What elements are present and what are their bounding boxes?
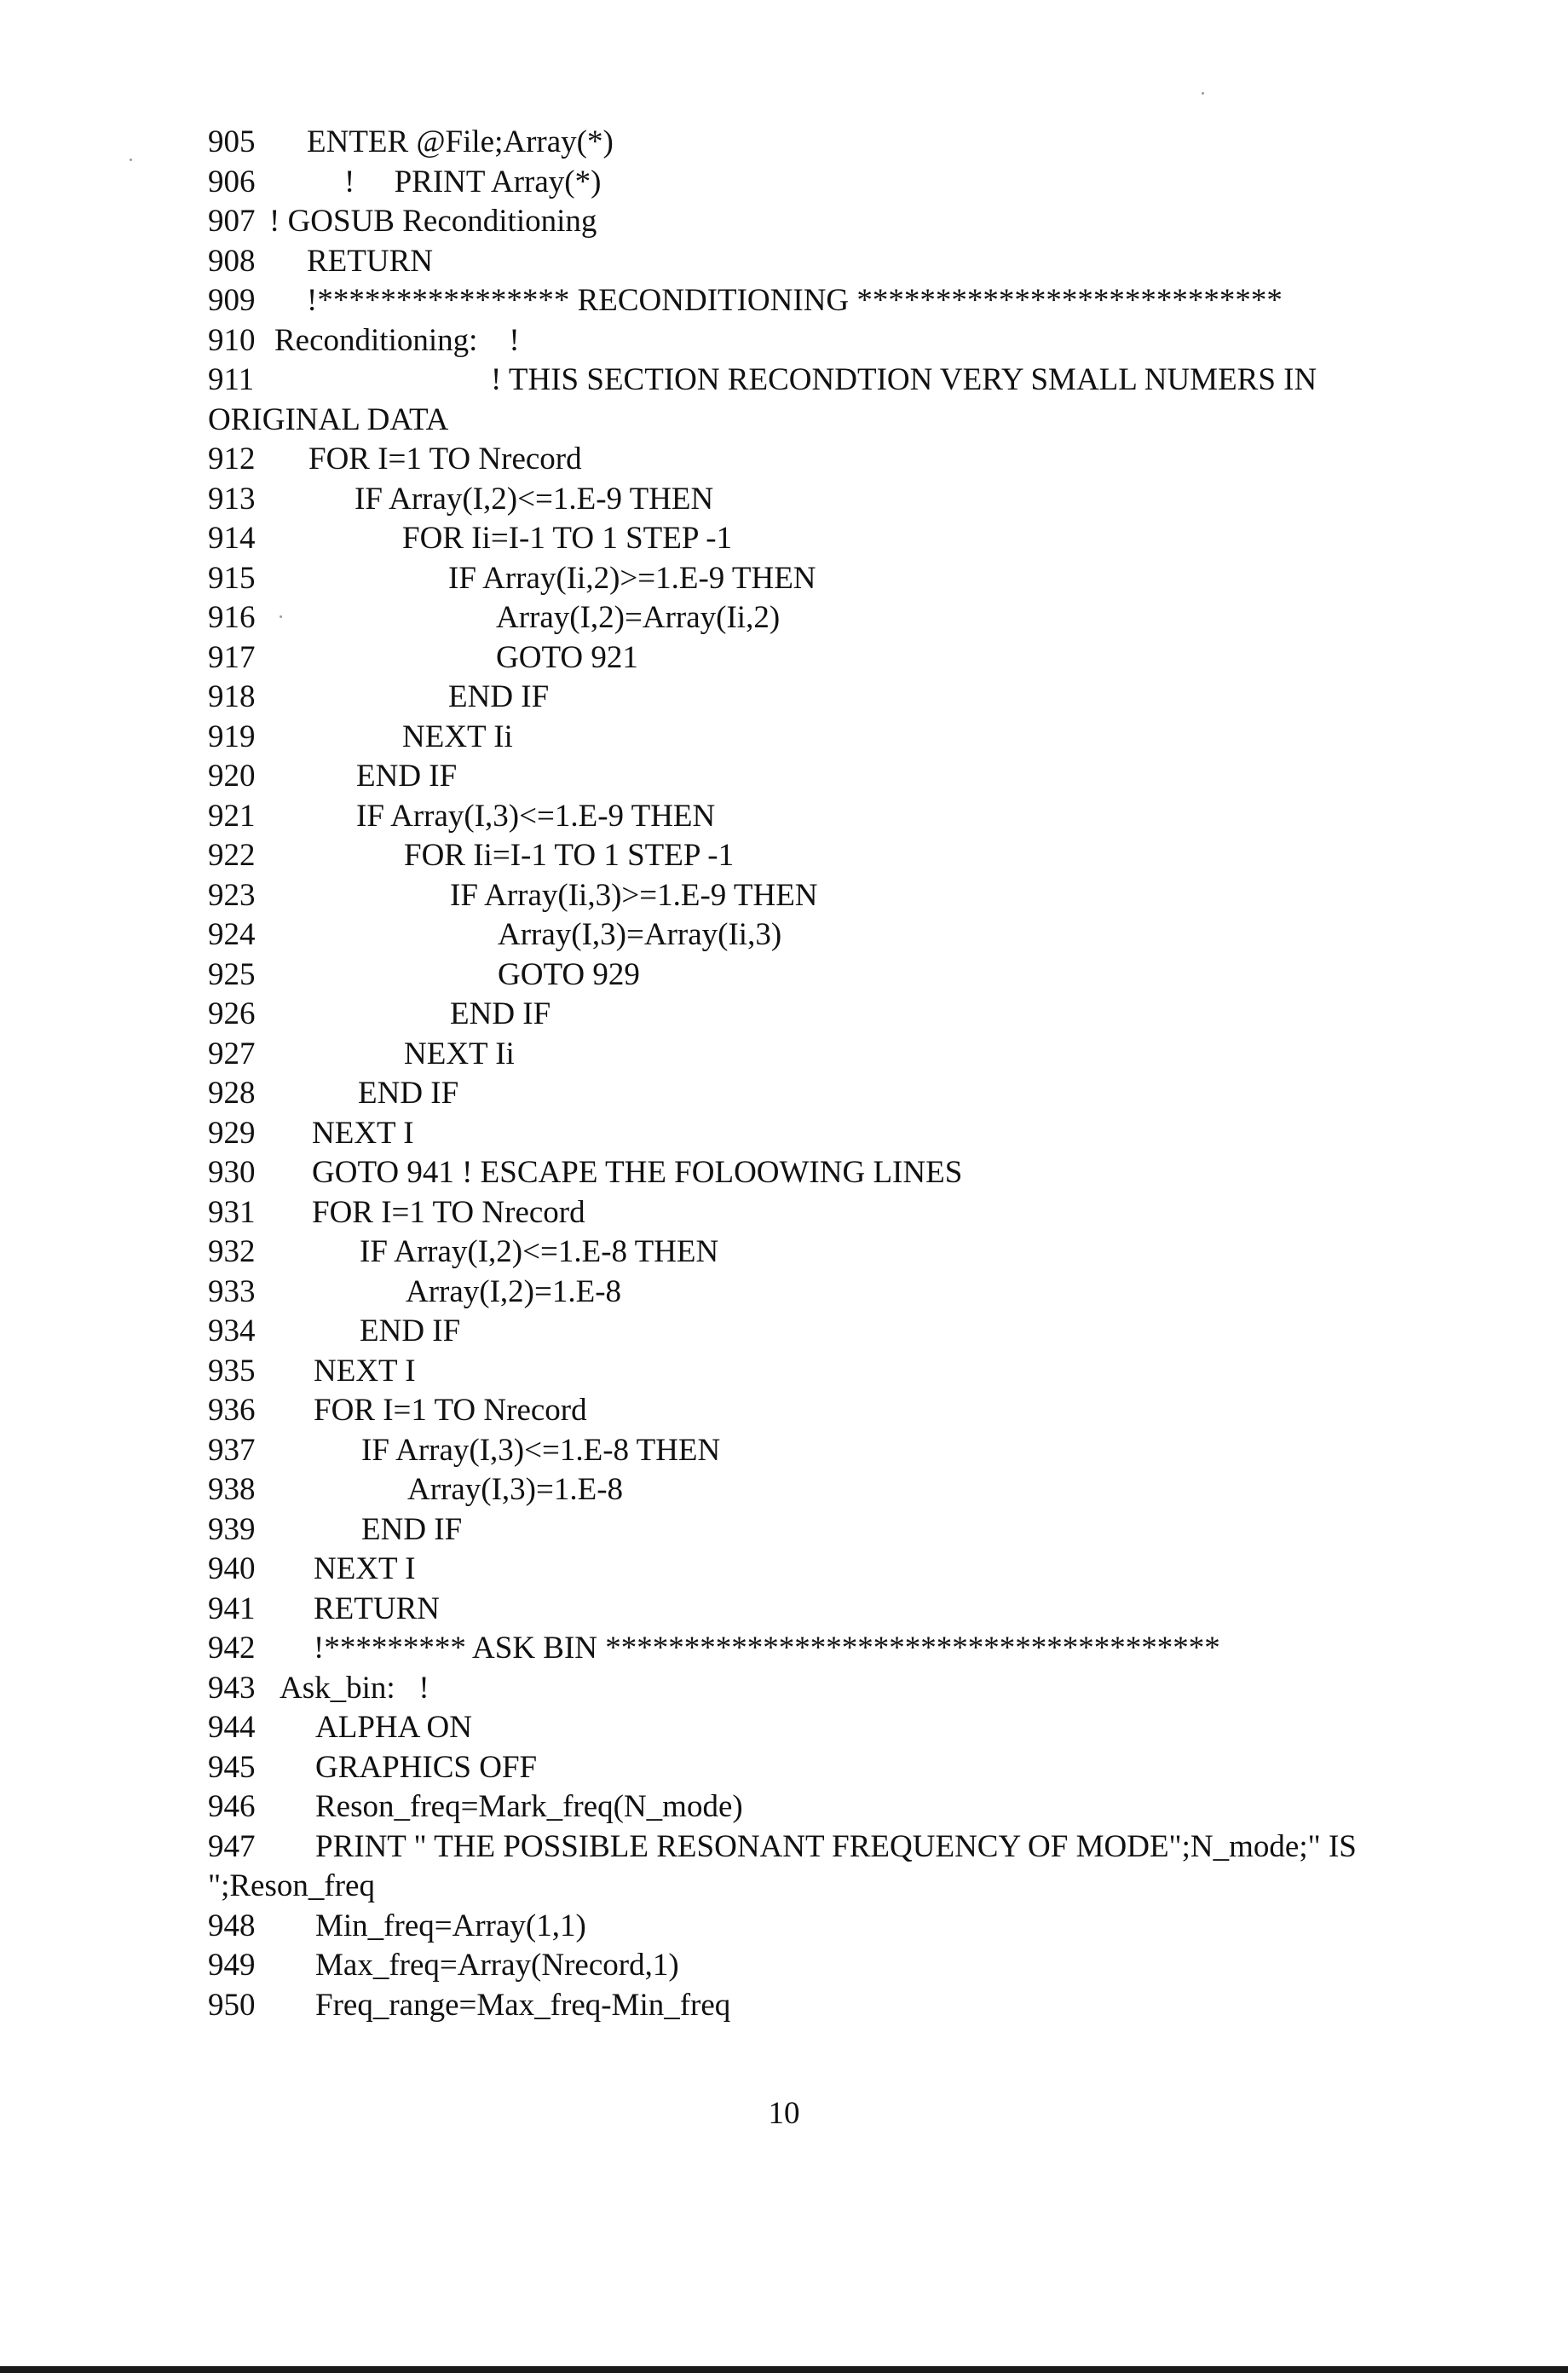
- line-number: 905: [208, 124, 256, 159]
- code-text: NEXT Ii: [404, 1036, 515, 1071]
- code-text: Array(I,3)=1.E-8: [407, 1472, 624, 1507]
- code-text: ! THIS SECTION RECONDTION VERY SMALL NUMERS IN: [491, 362, 1317, 397]
- line-number: 923: [208, 877, 256, 913]
- code-text: END IF: [358, 1076, 459, 1111]
- code-line: [208, 836, 1503, 876]
- code-line: [208, 1233, 1503, 1273]
- code-text: !**************** RECONDITIONING ***************************: [307, 283, 1283, 318]
- code-text: IF Array(I,2)<=1.E-8 THEN: [360, 1234, 719, 1269]
- code-text: !********* ASK BIN ***************************************: [314, 1631, 1220, 1666]
- line-number: 927: [208, 1036, 256, 1071]
- code-line-continuation: ORIGINAL DATA: [208, 401, 449, 437]
- code-line: [208, 1748, 1503, 1788]
- code-line: [208, 1907, 1503, 1947]
- code-text: FOR Ii=I-1 TO 1 STEP -1: [402, 521, 733, 556]
- code-text: Array(I,3)=Array(Ii,3): [498, 917, 782, 952]
- line-number: 907: [208, 204, 256, 239]
- code-text: END IF: [361, 1511, 463, 1547]
- line-number: 948: [208, 1908, 256, 1943]
- code-line: [208, 440, 1503, 480]
- code-text: END IF: [360, 1314, 461, 1348]
- line-number: 917: [208, 639, 256, 675]
- line-number: 920: [208, 759, 256, 794]
- line-number: 942: [208, 1631, 256, 1666]
- code-line: [208, 1035, 1503, 1075]
- line-number: 945: [208, 1749, 256, 1785]
- line-number: 925: [208, 956, 256, 992]
- line-number: 921: [208, 798, 256, 834]
- line-number: 941: [208, 1591, 256, 1626]
- line-number: 938: [208, 1472, 256, 1507]
- code-line: [208, 1312, 1503, 1352]
- line-number: 929: [208, 1115, 256, 1151]
- scan-speck: [280, 615, 282, 618]
- code-line: [208, 163, 1503, 203]
- line-number: 928: [208, 1076, 256, 1111]
- line-number: 949: [208, 1948, 256, 1983]
- code-text: NEXT I: [312, 1115, 414, 1151]
- code-line: [208, 123, 1503, 163]
- line-number: 931: [208, 1194, 256, 1230]
- line-number: 944: [208, 1710, 256, 1745]
- code-line: [208, 915, 1503, 956]
- line-number: 950: [208, 1987, 256, 2023]
- code-text: IF Array(Ii,2)>=1.E-9 THEN: [448, 560, 816, 596]
- code-text: Max_freq=Array(Nrecord,1): [315, 1948, 679, 1983]
- line-number: 915: [208, 560, 256, 596]
- line-number: 933: [208, 1273, 256, 1309]
- code-line-continuation: ";Reson_freq: [208, 1868, 375, 1903]
- code-line: [208, 995, 1503, 1035]
- line-number: 926: [208, 996, 256, 1031]
- line-number: 922: [208, 838, 256, 873]
- line-number: 939: [208, 1511, 256, 1547]
- code-text: Ask_bin: !: [280, 1670, 429, 1706]
- line-number: 934: [208, 1314, 256, 1348]
- code-line: [208, 1114, 1503, 1154]
- code-text: RETURN: [314, 1591, 440, 1626]
- code-text: END IF: [450, 996, 551, 1031]
- code-line: [208, 956, 1503, 996]
- code-text: Reson_freq=Mark_freq(N_mode): [315, 1789, 743, 1824]
- code-line: [208, 876, 1503, 916]
- code-text: IF Array(Ii,3)>=1.E-9 THEN: [450, 877, 818, 913]
- code-text: FOR Ii=I-1 TO 1 STEP -1: [404, 838, 735, 873]
- code-line: [208, 757, 1503, 797]
- code-line: [208, 1946, 1503, 1986]
- code-line: [208, 202, 1503, 242]
- code-text: END IF: [448, 679, 550, 714]
- code-text: RETURN: [307, 243, 433, 279]
- line-number: 943: [208, 1670, 256, 1706]
- line-number: 946: [208, 1789, 256, 1824]
- code-text: PRINT " THE POSSIBLE RESONANT FREQUENCY OF MODE";N_mode;" IS: [315, 1828, 1357, 1864]
- line-number: 913: [208, 481, 256, 517]
- code-line: [208, 519, 1503, 559]
- code-text: GOTO 941 ! ESCAPE THE FOLOOWING LINES: [312, 1155, 963, 1190]
- line-number: 924: [208, 917, 256, 952]
- page-number: 10: [768, 2096, 800, 2131]
- code-text: GRAPHICS OFF: [315, 1749, 538, 1785]
- code-line: [208, 1193, 1503, 1233]
- code-text: FOR I=1 TO Nrecord: [312, 1194, 585, 1230]
- code-line: [208, 1431, 1503, 1471]
- code-line: [208, 1708, 1503, 1748]
- code-text: IF Array(I,2)<=1.E-9 THEN: [355, 481, 714, 517]
- code-line: [208, 361, 1503, 401]
- code-line: [208, 797, 1503, 837]
- scan-speck: [130, 159, 132, 161]
- code-text: FOR I=1 TO Nrecord: [314, 1393, 587, 1428]
- scan-speck: [1202, 92, 1204, 95]
- code-line: [208, 1510, 1503, 1550]
- code-line: [208, 1074, 1503, 1114]
- code-text: ! GOSUB Reconditioning: [269, 204, 597, 239]
- code-line: [208, 1391, 1503, 1431]
- code-line: [208, 678, 1503, 718]
- line-number: 932: [208, 1234, 256, 1269]
- code-text: FOR I=1 TO Nrecord: [308, 442, 582, 476]
- code-line: [208, 1590, 1503, 1630]
- line-number: 919: [208, 719, 256, 754]
- line-number: 936: [208, 1393, 256, 1428]
- line-number: 918: [208, 679, 256, 714]
- code-line: [208, 242, 1503, 282]
- code-text: NEXT I: [314, 1353, 416, 1389]
- code-line: [208, 1550, 1503, 1590]
- line-number: 935: [208, 1353, 256, 1389]
- code-line: [208, 1153, 1503, 1193]
- code-line: [208, 1787, 1503, 1827]
- code-line: [208, 1273, 1503, 1313]
- code-text: Array(I,2)=1.E-8: [406, 1273, 622, 1309]
- code-line: [208, 1669, 1503, 1709]
- code-text: ENTER @File;Array(*): [307, 124, 614, 159]
- code-text: NEXT I: [314, 1551, 416, 1586]
- code-text: GOTO 929: [498, 956, 640, 992]
- code-line: [208, 559, 1503, 599]
- line-number: 940: [208, 1551, 256, 1586]
- code-line: [208, 1352, 1503, 1392]
- code-text: Array(I,2)=Array(Ii,2): [496, 600, 781, 635]
- code-line: [208, 281, 1503, 321]
- line-number: 909: [208, 283, 256, 318]
- line-number: 908: [208, 243, 256, 279]
- code-text: ALPHA ON: [315, 1710, 472, 1745]
- code-text: IF Array(I,3)<=1.E-8 THEN: [361, 1432, 721, 1468]
- line-number: 916: [208, 600, 256, 635]
- code-text: ! PRINT Array(*): [344, 164, 602, 199]
- line-number: 937: [208, 1432, 256, 1468]
- code-line: [208, 480, 1503, 520]
- line-number: 914: [208, 521, 256, 556]
- code-text: NEXT Ii: [402, 719, 513, 754]
- code-text: Freq_range=Max_freq-Min_freq: [315, 1987, 731, 2023]
- code-line: [208, 1470, 1503, 1510]
- line-number: 930: [208, 1155, 256, 1190]
- code-line: [208, 598, 1503, 638]
- line-number: 910: [208, 322, 256, 358]
- code-line: [208, 638, 1503, 678]
- code-text: END IF: [356, 759, 458, 794]
- code-line: [208, 321, 1503, 361]
- code-line: [208, 1827, 1503, 1868]
- code-text: GOTO 921: [496, 639, 638, 675]
- line-number: 906: [208, 164, 256, 199]
- code-listing: [208, 123, 1503, 2025]
- line-number: 912: [208, 442, 256, 476]
- line-number: 911: [208, 362, 255, 397]
- code-line: [208, 1986, 1503, 2026]
- code-text: Reconditioning: !: [274, 322, 520, 358]
- code-text: Min_freq=Array(1,1): [315, 1908, 586, 1943]
- code-text: IF Array(I,3)<=1.E-9 THEN: [356, 798, 716, 834]
- line-number: 947: [208, 1828, 256, 1864]
- bottom-border: [0, 2366, 1568, 2373]
- code-line: [208, 718, 1503, 758]
- code-line: [208, 1629, 1503, 1669]
